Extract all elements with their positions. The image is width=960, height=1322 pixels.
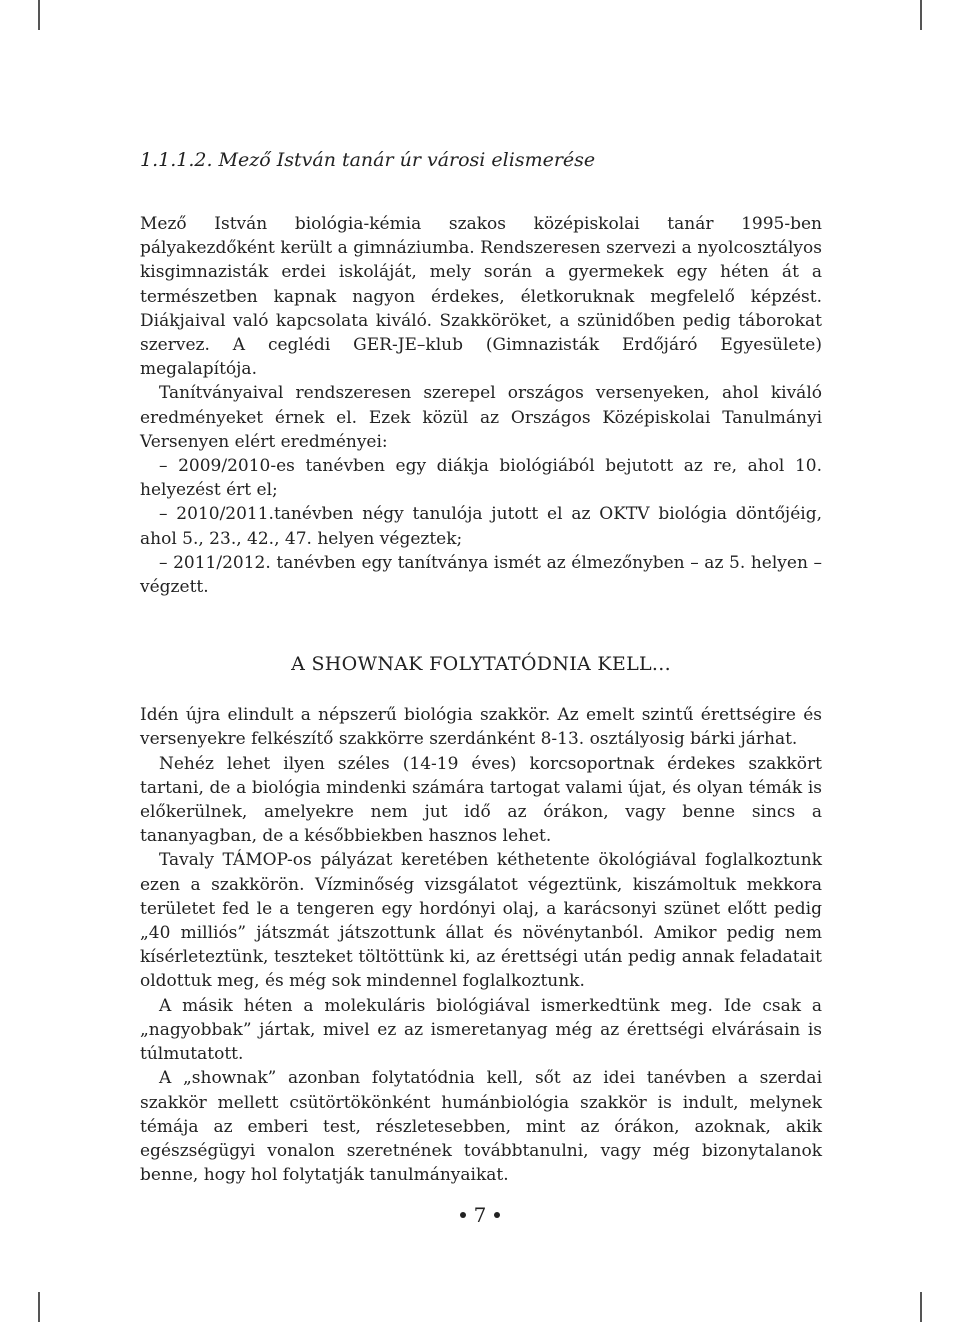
paragraph: Tavaly TÁMOP-os pályázat keretében kéthetente ökológiával foglalkoztunk ezen a szakkörön. Vízminőség vizsgálatot végeztünk, kiszámoltuk mekkora területet fed le a tengeren egy hordónyi olaj, a karácsonyi szünet előtt pedig „40 milliós” játszmát játszottunk állat és növénytanból. Amikor pedig nem kísérleteztünk, teszteket töltöttünk ki, az érettségi után pedig annak feladatait oldottuk meg, és még sok mindennel foglalkoztunk. — [140, 850, 822, 992]
paragraph-competitions: Tanítványaival rendszeresen szerepel országos versenyeken, ahol kiváló eredményeket érnek el. Ezek közül az Országos Középiskolai Tanulmányi Versenyen elért eredményei: — [140, 383, 822, 452]
paragraph: A másik héten a molekuláris biológiával ismerkedtünk meg. Ide csak a „nagyobbak” jártak, mivel ez az ismeretanyag még az érettségi elvárásain is túlmutatott. — [140, 995, 822, 1065]
paragraph-intro: Mező István biológia-kémia szakos középiskolai tanár 1995-ben pályakezdőként került a gimnáziumba. Rendszeresen szervezi a nyolcosztályos kisgimnazisták erdei iskoláját, mely során a gyermekek egy héten át a természetben kapnak nagyon érdekes, életkoruknak megfelelő képzést. Diákjaival való kapcsolata kiváló. Szakköröket, a szünidőben pedig táborokat szervez. A ceglédi GER-JE–klub (Gimnazisták Erdőjáró Egyesülete) megalapítója. — [140, 214, 822, 380]
page-number: 7 — [473, 1203, 487, 1227]
bullet-icon — [460, 1212, 466, 1218]
crop-mark-top-right — [920, 0, 922, 30]
result-item: – 2009/2010-es tanévben egy diákja biológiából bejutott az re, ahol 10. helyezést ért el; — [140, 456, 822, 501]
section-heading: 1.1.1.2. Mező István tanár úr városi elismerése — [140, 149, 596, 171]
paragraph: Nehéz lehet ilyen széles (14-19 éves) korcsoportnak érdekes szakkört tartani, de a biológia mindenki számára tartogat valami újat, és olyan témák is előkerülnek, amelyekre nem jut idő az órákon, vagy benne sincs a tananyagban, de a későbbiekben hasznos lehet. — [140, 753, 822, 847]
result-item: – 2010/2011.tanévben négy tanulója jutott el az OKTV biológia döntőjéig, ahol 5., 23., 42., 47. helyen végeztek; — [140, 504, 822, 549]
crop-mark-bottom-right — [920, 1292, 922, 1322]
crop-mark-bottom-left — [38, 1292, 40, 1322]
section-title: A SHOWNAK FOLYTATÓDNIA KELL... — [291, 653, 671, 676]
article-body — [140, 146, 822, 1187]
page-number-footer — [0, 1203, 960, 1227]
bullet-icon — [494, 1212, 500, 1218]
result-item: – 2011/2012. tanévben egy tanítványa ismét az élmezőnyben – az 5. helyen – végzett. — [140, 552, 822, 598]
crop-mark-top-left — [38, 0, 40, 30]
paragraph: A „shownak” azonban folytatódnia kell, sőt az idei tanévben a szerdai szakkör mellett csütörtökönként humánbiológia szakkör is indult, melynek témája az emberi test, részletesebben, mint az órákon, azoknak, akik egészségügyi vonalon szeretnének továbbtanulni, vagy még bizonytalanok benne, hogy hol folytatják tanulmányaikat. — [140, 1068, 822, 1186]
paragraph: Idén újra elindult a népszerű biológia szakkör. Az emelt szintű érettségire és versenyekre felkészítő szakkörre szerdánként 8-13. osztályosig bárki járhat. — [140, 705, 822, 750]
